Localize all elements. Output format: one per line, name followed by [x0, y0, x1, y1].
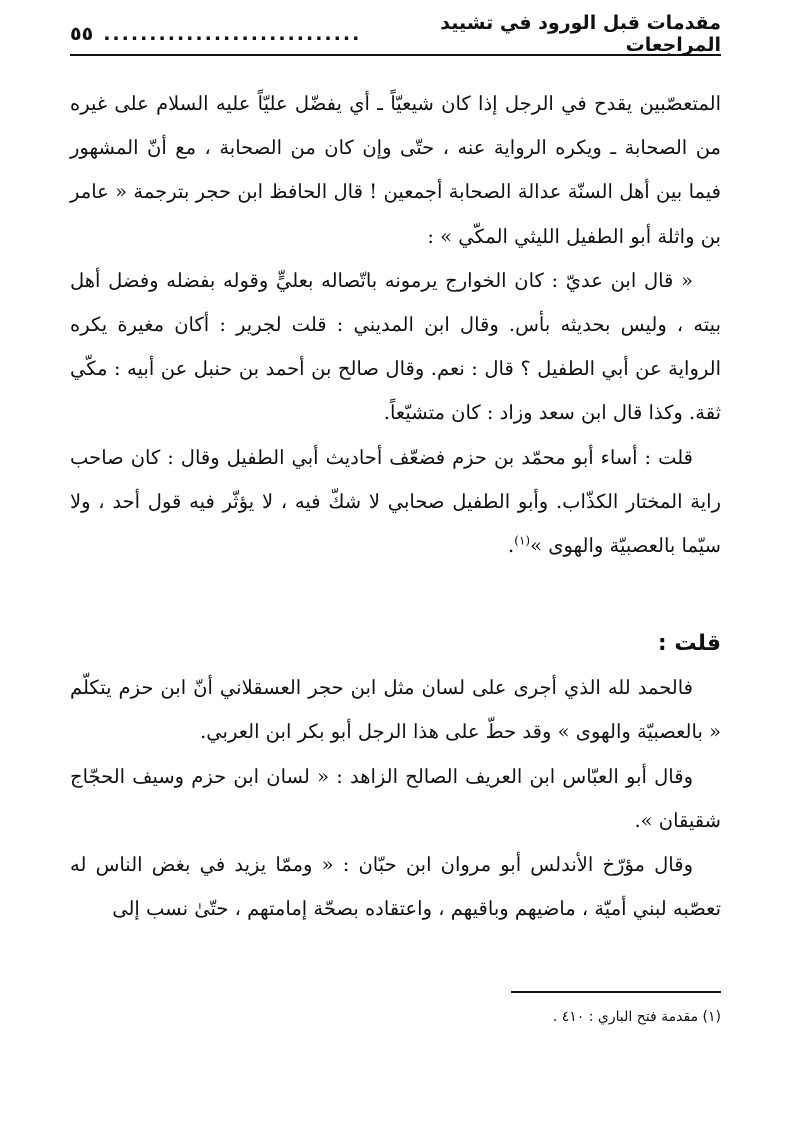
- paragraph-text: قلت : أساء أبو محمّد بن حزم فضعّف أحاديث أبي الطفيل وقال : كان صاحب راية المختار الكذّاب. وأبو الطفيل صحابي لا شكّ فيه ، لا يؤثّر فيه قول أحد ، ولا سيّما بالعصبيّة والهوى »: [70, 445, 721, 558]
- paragraph: « قال ابن عديّ : كان الخوارج يرمونه باتّصاله بعليٍّ وقوله بفضله وفضل أهل بيته ، وليس بحديثه بأس. وقال ابن المديني : قلت لجرير : أكان مغيرة يكره الرواية عن أبي الطفيل ؟ قال : نعم. وقال صالح بن أحمد بن حنبل عن أبيه : مكّي ثقة. وكذا قال ابن سعد وزاد : كان متشيّعاً.: [70, 268, 721, 425]
- running-title: مقدمات قبل الورود في تشييد المراجعات: [440, 12, 721, 56]
- paragraph: [70, 436, 721, 569]
- paragraph: وقال مؤرّخ الأندلس أبو مروان ابن حبّان : « وممّا يزيد في بغض الناس له تعصّبه لبني أميّة ، ماضيهم وباقيهم ، واعتقاده بصحّة إمامتهم ، حتّىٰ نسب إلى: [70, 853, 721, 921]
- footnote-reference[interactable]: (١): [514, 533, 531, 548]
- footnote-rule: [511, 991, 721, 993]
- body-text: [70, 82, 721, 931]
- footnote: (١) مقدمة فتح الباري : ٤١٠ .: [552, 1009, 721, 1025]
- paragraph-end: .: [508, 534, 515, 558]
- paragraph: فالحمد لله الذي أجرى على لسان مثل ابن حجر العسقلاني أنّ ابن حزم يتكلّم « بالعصبيّة والهوى » وقد حطّ على هذا الرجل أبو بكر ابن العربي.: [70, 676, 721, 744]
- running-header: [70, 14, 721, 56]
- section-heading: قلت :: [657, 631, 721, 657]
- header-dots: ............................: [103, 23, 362, 45]
- page-number: ٥٥: [70, 23, 94, 45]
- paragraph: المتعصّبين يقدح في الرجل إذا كان شيعيّاً ـ أي يفضّل عليّاً عليه السلام على غيره من الصحابة ـ ويكره الرواية عنه ، حتّى وإن كان من الصحابة ، مع أنّ المشهور فيما بين أهل السنّة عدالة الصحابة أجمعين ! قال الحافظ ابن حجر بترجمة « عامر بن واثلة أبو الطفيل الليثي المكّي » :: [70, 92, 721, 248]
- paragraph: وقال أبو العبّاس ابن العريف الصالح الزاهد : « لسان ابن حزم وسيف الحجّاج شقيقان ».: [70, 764, 721, 832]
